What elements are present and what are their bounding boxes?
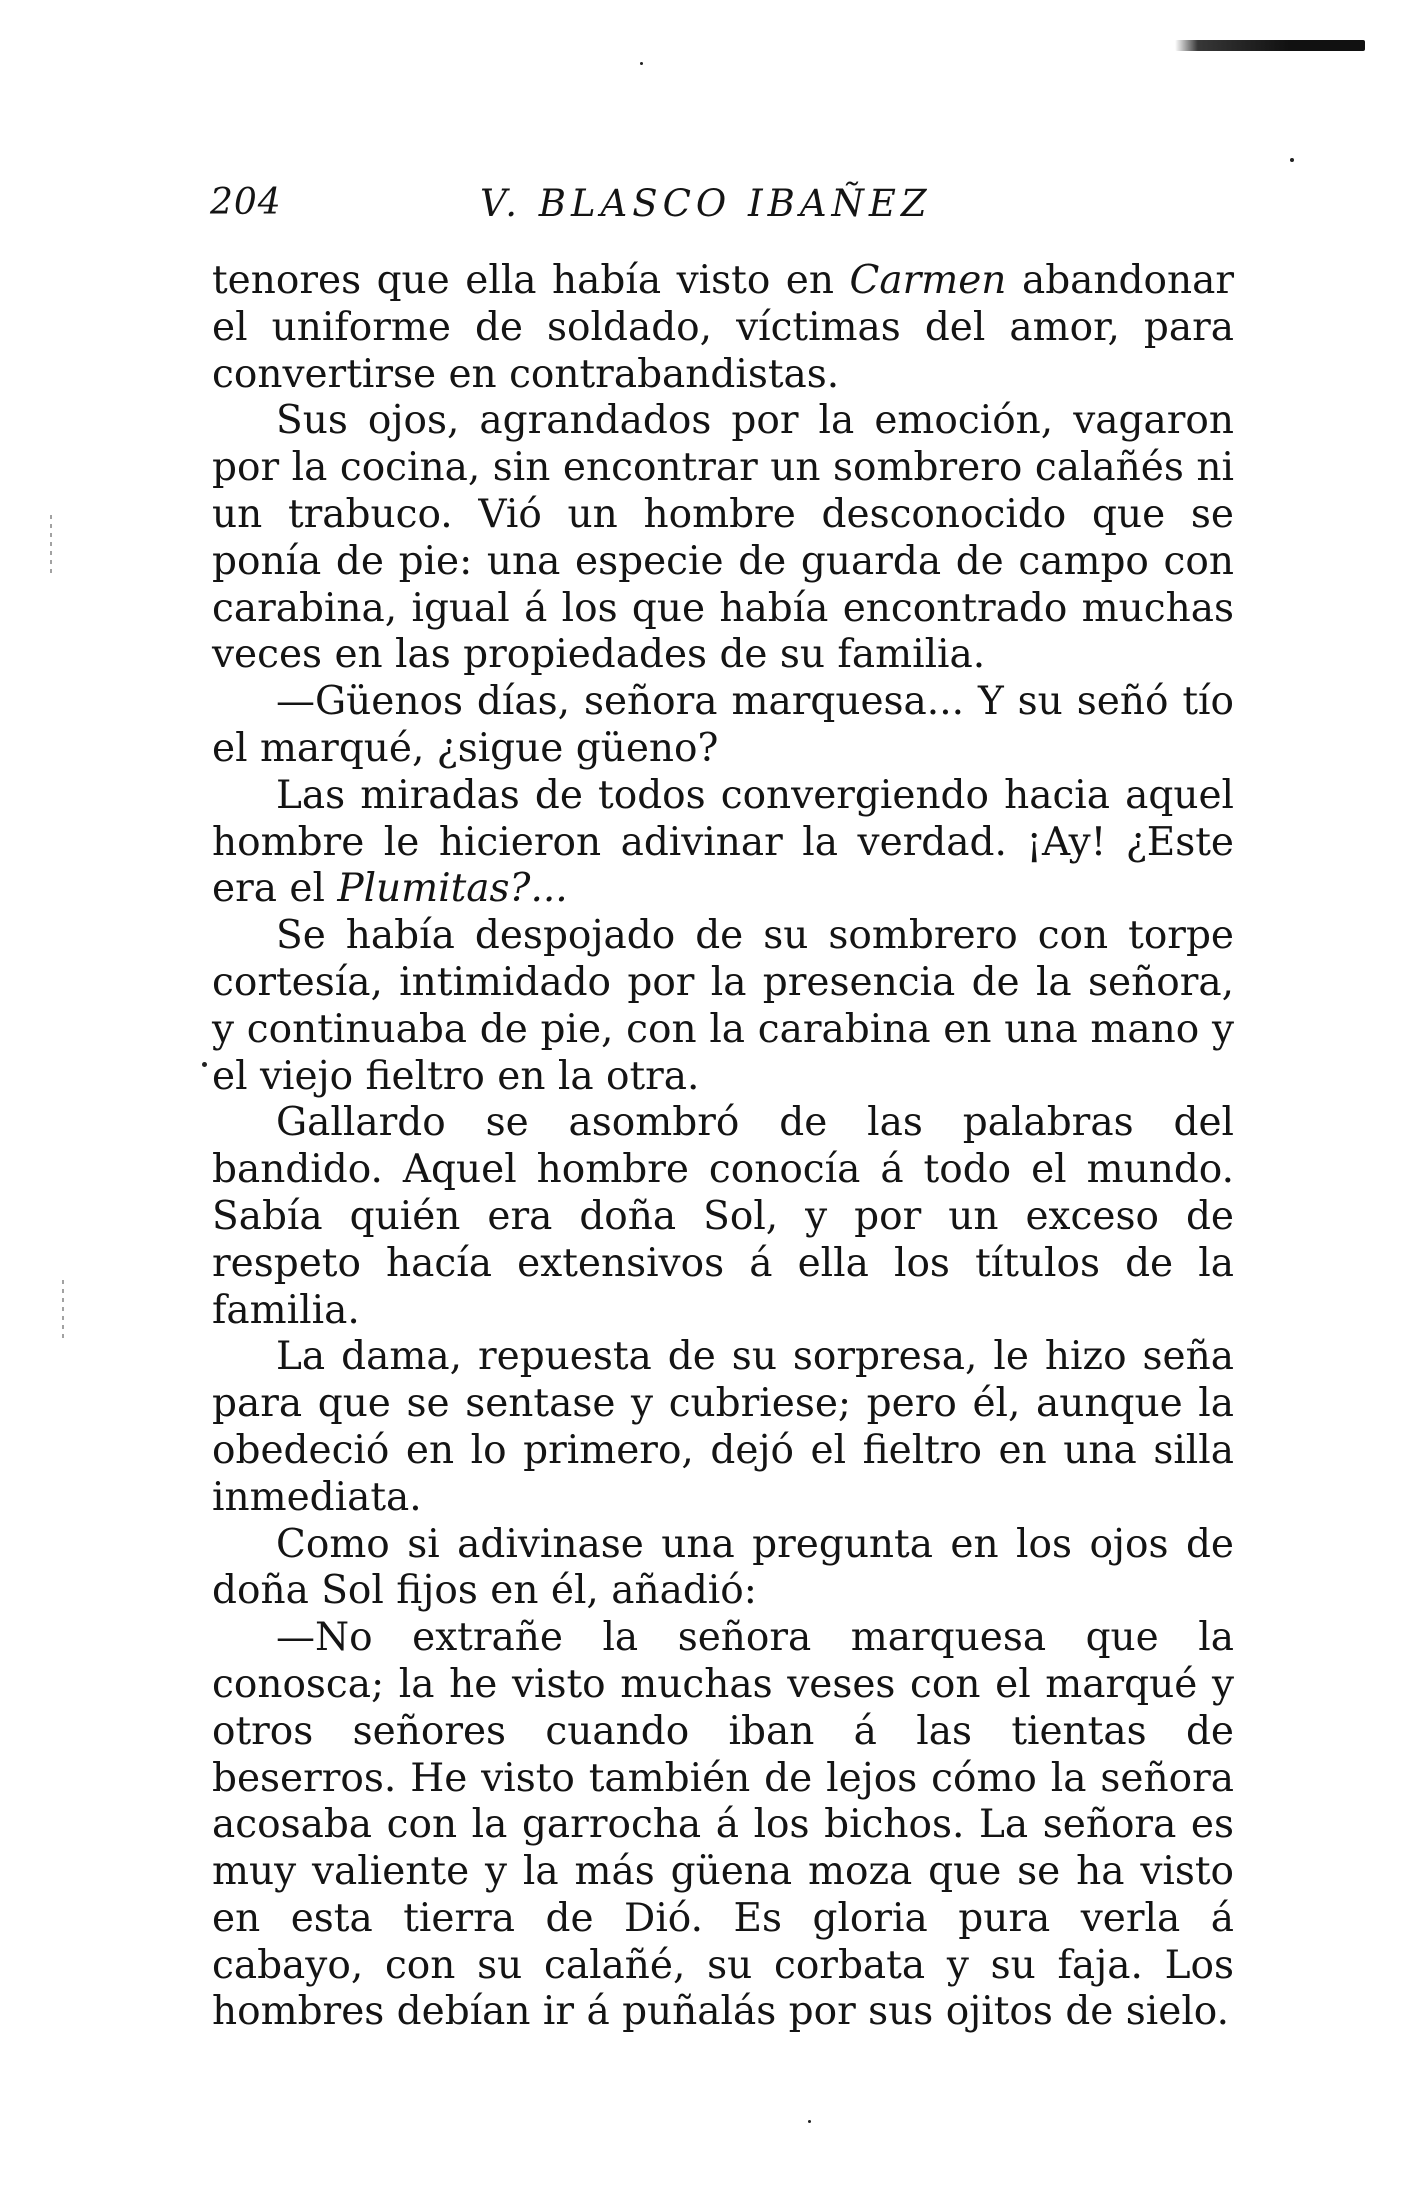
paragraph: —No extrañe la señora marquesa que la conosca; la he visto muchas veses con el marqué y otros señores cuando iban á las tientas de beserros. He visto también de lejos cómo la señora acosaba con la garrocha á los bichos. La señora es muy valiente y la más güena moza que se ha visto en esta tierra de Dió. Es gloria pura verla á cabayo, con su calañé, su corbata y su faja. Los hombres debían ir á puñalás por sus ojitos de sielo. xyxy=(212,1615,1234,2035)
paragraph: Como si adivinase una pregunta en los ojos de doña Sol fijos en él, añadió: xyxy=(212,1521,1234,1614)
paper-speck xyxy=(202,1062,207,1067)
body-text xyxy=(212,258,1234,2036)
opera-title: Carmen xyxy=(849,258,1007,303)
paragraph: —Güenos días, señora marquesa... Y su señó tío el marqué, ¿sigue güeno? xyxy=(212,679,1234,771)
page-number: 204 xyxy=(210,182,282,223)
paper-speck xyxy=(640,62,643,65)
paper-speck xyxy=(808,2120,811,2123)
margin-marks xyxy=(50,515,52,575)
paragraph: Gallardo se asombró de las palabras del bandido. Aquel hombre conocía á todo el mundo. Sabía quién era doña Sol, y por un exceso de respeto hacía extensivos á ella los títulos de la familia. xyxy=(212,1100,1234,1333)
paragraph: Sus ojos, agrandados por la emoción, vagaron por la cocina, sin encontrar un sombrero calañés ni un trabuco. Vió un hombre desconocido que se ponía de pie: una especie de guarda de campo con carabina, igual á los que había encontrado muchas veces en las propiedades de su familia. xyxy=(212,398,1234,678)
margin-marks xyxy=(62,1280,64,1340)
paragraph: Las miradas de todos convergiendo hacia aquel hombre le hicieron adivinar la verdad. ¡Ay! ¿Este era el Plumitas?... xyxy=(212,772,1234,912)
bandit-name: Plumitas?... xyxy=(337,866,568,912)
paragraph: Se había despojado de su sombrero con torpe cortesía, intimidado por la presencia de la señora, y continuaba de pie, con la carabina en una mano y el viejo fieltro en la otra. xyxy=(212,913,1234,1099)
paragraph: La dama, repuesta de su sorpresa, le hizo seña para que se sentase y cubriese; pero él, aunque la obedeció en lo primero, dejó el fieltro en una silla inmediata. xyxy=(212,1334,1234,1520)
scan-edge-mark xyxy=(1175,40,1365,51)
paper-speck xyxy=(1290,158,1294,162)
paragraph: tenores que ella había visto en Carmen abandonar el uniforme de soldado, víctimas del amor, para convertirse en contrabandistas. xyxy=(212,258,1234,397)
running-head: V. BLASCO IBAÑEZ xyxy=(480,182,932,225)
page-header xyxy=(210,182,1210,242)
